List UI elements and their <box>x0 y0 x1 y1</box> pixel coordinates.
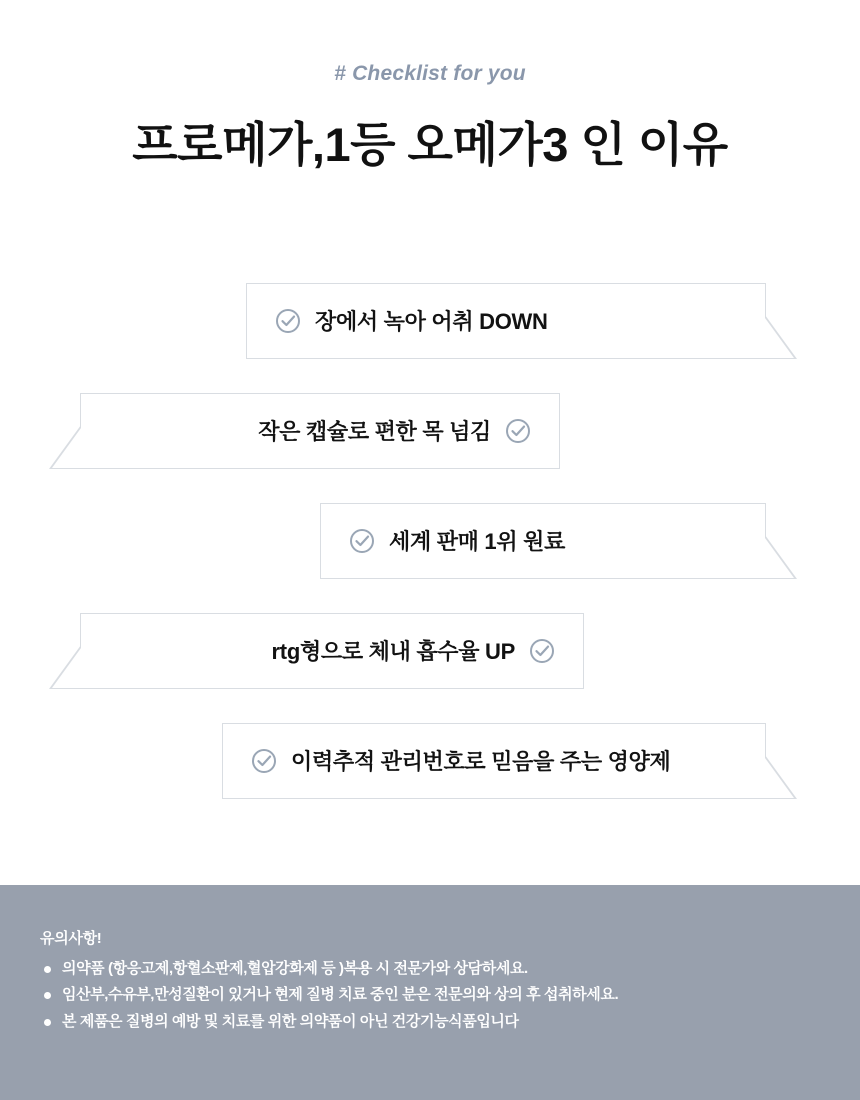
checklist-row <box>0 613 860 701</box>
eyebrow-label: # Checklist for you <box>334 62 526 85</box>
notice-list <box>40 956 820 1035</box>
checklist-row <box>0 283 860 371</box>
checklist-item-2 <box>80 393 560 469</box>
notice-list-item: 의약품 (항응고제,항혈소판제,혈압강화제 등 )복용 시 전문가와 상담하세요. <box>40 956 820 982</box>
check-circle-icon <box>349 528 375 554</box>
bubble-tail-inner <box>52 428 81 468</box>
notice-title: 유의사항! <box>40 930 102 947</box>
checklist-item-5 <box>222 723 766 799</box>
check-circle-icon <box>251 748 277 774</box>
checklist <box>0 283 860 833</box>
notice-section <box>0 885 860 1100</box>
bubble-tail-inner <box>765 758 794 798</box>
checklist-item-1 <box>246 283 766 359</box>
page-header <box>0 0 860 175</box>
page-title: 프로메가,1등 오메가3 인 이유 <box>132 118 728 171</box>
checklist-item-label: rtg형으로 체내 흡수율 UP <box>271 639 515 665</box>
notice-list-item: 임산부,수유부,만성질환이 있거나 현제 질병 치료 중인 분은 전문의와 상의 후 섭취하세요. <box>40 982 820 1008</box>
check-circle-icon <box>529 638 555 664</box>
bubble-tail-inner <box>765 318 794 358</box>
checklist-row <box>0 503 860 591</box>
checklist-item-label: 작은 캡슐로 편한 목 넘김 <box>258 419 491 445</box>
checklist-row <box>0 723 860 811</box>
checklist-row <box>0 393 860 481</box>
check-circle-icon <box>275 308 301 334</box>
bubble-tail-inner <box>52 648 81 688</box>
checklist-item-3 <box>320 503 766 579</box>
checklist-item-label: 이력추적 관리번호로 믿음을 주는 영양제 <box>291 749 671 775</box>
notice-list-item: 본 제품은 질병의 예방 및 치료를 위한 의약품이 아닌 건강기능식품입니다 <box>40 1009 820 1035</box>
bubble-tail-inner <box>765 538 794 578</box>
check-circle-icon <box>505 418 531 444</box>
checklist-item-label: 장에서 녹아 어취 DOWN <box>315 309 548 335</box>
checklist-item-label: 세계 판매 1위 원료 <box>389 529 566 555</box>
checklist-item-4 <box>80 613 584 689</box>
